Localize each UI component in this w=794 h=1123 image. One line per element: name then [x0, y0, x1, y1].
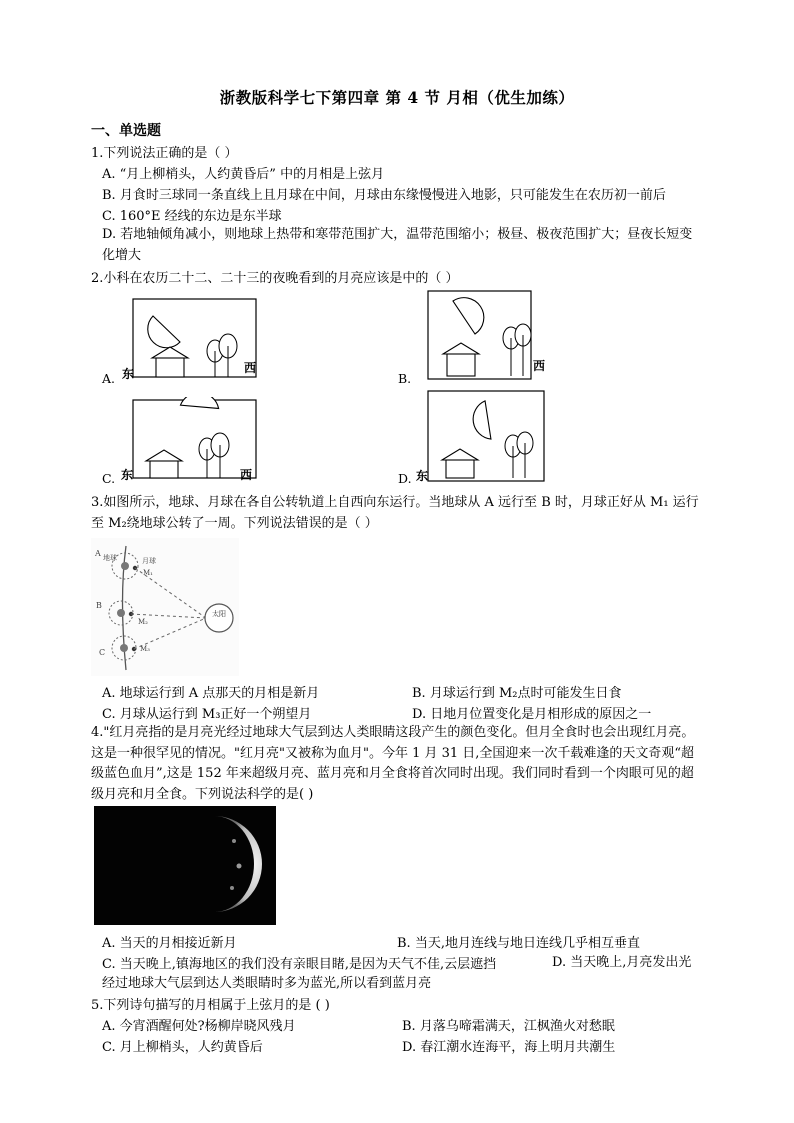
moon-icon: [466, 401, 503, 443]
q3-option-b: B. 月球运行到 M₂点时可能发生日食: [412, 686, 622, 701]
q3-option-d: D. 日地月位置变化是月相形成的原因之一: [412, 707, 652, 722]
section-heading: 一、单选题: [91, 123, 161, 139]
q2-figure-a: [120, 296, 270, 386]
q2-label-d: D.: [398, 471, 412, 486]
west-label: 西: [240, 468, 253, 482]
q5-option-d: D. 春江潮水连海平，海上明月共潮生: [402, 1040, 616, 1055]
sun-icon: [205, 604, 233, 632]
q4-option-a: A. 当天的月相接近新月: [102, 936, 237, 951]
q2-figure-c: [120, 397, 270, 487]
q5-option-b: B. 月落乌啼霜满天，江枫渔火对愁眠: [402, 1019, 615, 1034]
q4-stem: 4."红月亮指的是月亮光经过地球大气层到达人类眼睛这段产生的颜色变化。但月全食时也会出现红月亮。这是一种很罕见的情况。"红月亮"又被称为血月"。今年 1 月 31 日,全国迎来一次千载难逢的天文奇观“超级蓝色血月”,这是 152 年来超级月亮、蓝月亮和月全食将首次同时出现。我们同时看到一个肉眼可见的超级月亮和月全食。下列说法科学的是( ): [91, 725, 695, 802]
q4-moon-photo: [94, 806, 276, 925]
east-label: 东: [416, 469, 429, 483]
q3-option-c: C. 月球从运行到 M₃正好一个朔望月: [102, 707, 312, 722]
west-label: 西: [533, 359, 546, 373]
earth-label: 地球: [103, 554, 117, 562]
q3-option-a: A. 地球运行到 A 点那天的月相是新月: [102, 686, 320, 701]
q2-label-b: B.: [398, 371, 412, 386]
q3-orbit-diagram: [91, 538, 239, 676]
q1-option-d: D. 若地轴倾角减小，则地球上热带和寒带范围扩大，温带范围缩小；极昼、极夜范围扩大；昼夜长短变化增大: [102, 227, 693, 263]
q2-label-c: C.: [102, 471, 116, 486]
moon-icon: [148, 316, 180, 348]
m3-label: M₃: [140, 645, 150, 653]
q4-option-b: B. 当天,地月连线与地日连线几乎相互垂直: [397, 936, 640, 951]
q1-stem: 1.下列说法正确的是（ ）: [91, 146, 238, 161]
east-label: 东: [121, 468, 134, 482]
q2-stem: 2.小科在农历二十二、二十三的夜晚看到的月亮应该是中的（ ）: [91, 271, 459, 286]
q1-option-c: C. 160°E 经线的东边是东半球: [102, 209, 282, 224]
moon-icon: [453, 298, 484, 334]
q2-figure-b: [415, 288, 565, 383]
m1-label: M₁: [143, 569, 153, 577]
q4-option-c: C. 当天晚上,镇海地区的我们没有亲眼目睹,是因为天气不佳,云层遮挡: [102, 957, 497, 972]
point-b-label: B: [96, 601, 102, 610]
point-c-label: C: [99, 648, 106, 657]
west-label: 西: [244, 361, 257, 375]
q2-figure-d: [415, 388, 565, 488]
q4-option-d: D. 当天晚上,月亮发出光经过地球大气层到达人类眼睛时多为蓝光,所以看到蓝月亮: [102, 955, 692, 991]
east-label: 东: [122, 367, 135, 381]
q1-option-b: B. 月食时三球同一条直线上且月球在中间，月球由东缘慢慢进入地影，只可能发生在农历初一前后: [102, 188, 666, 203]
q5-stem: 5.下列诗句描写的月相属于上弦月的是 ( ): [91, 998, 330, 1013]
page-title: 浙教版科学七下第四章 第 4 节 月相（优生加练）: [219, 88, 575, 107]
moon-label: 月球: [142, 557, 156, 565]
q5-option-c: C. 月上柳梢头，人约黄昏后: [102, 1040, 263, 1055]
q2-label-a: A.: [102, 371, 116, 386]
m2-label: M₂: [138, 618, 148, 626]
sun-label: 太阳: [212, 610, 226, 618]
point-a-label: A: [95, 549, 101, 558]
q3-stem: 3.如图所示，地球、月球在各自公转轨道上自西向东运行。当地球从 A 远行至 B 时，月球正好从 M₁ 运行至 M₂绕地球公转了一周。下列说法错误的是（ ）: [91, 495, 699, 531]
q5-option-a: A. 今宵酒醒何处?杨柳岸晓风残月: [102, 1019, 296, 1034]
q1-option-a: A. “月上柳梢头，人约黄昏后” 中的月相是上弦月: [102, 167, 385, 182]
